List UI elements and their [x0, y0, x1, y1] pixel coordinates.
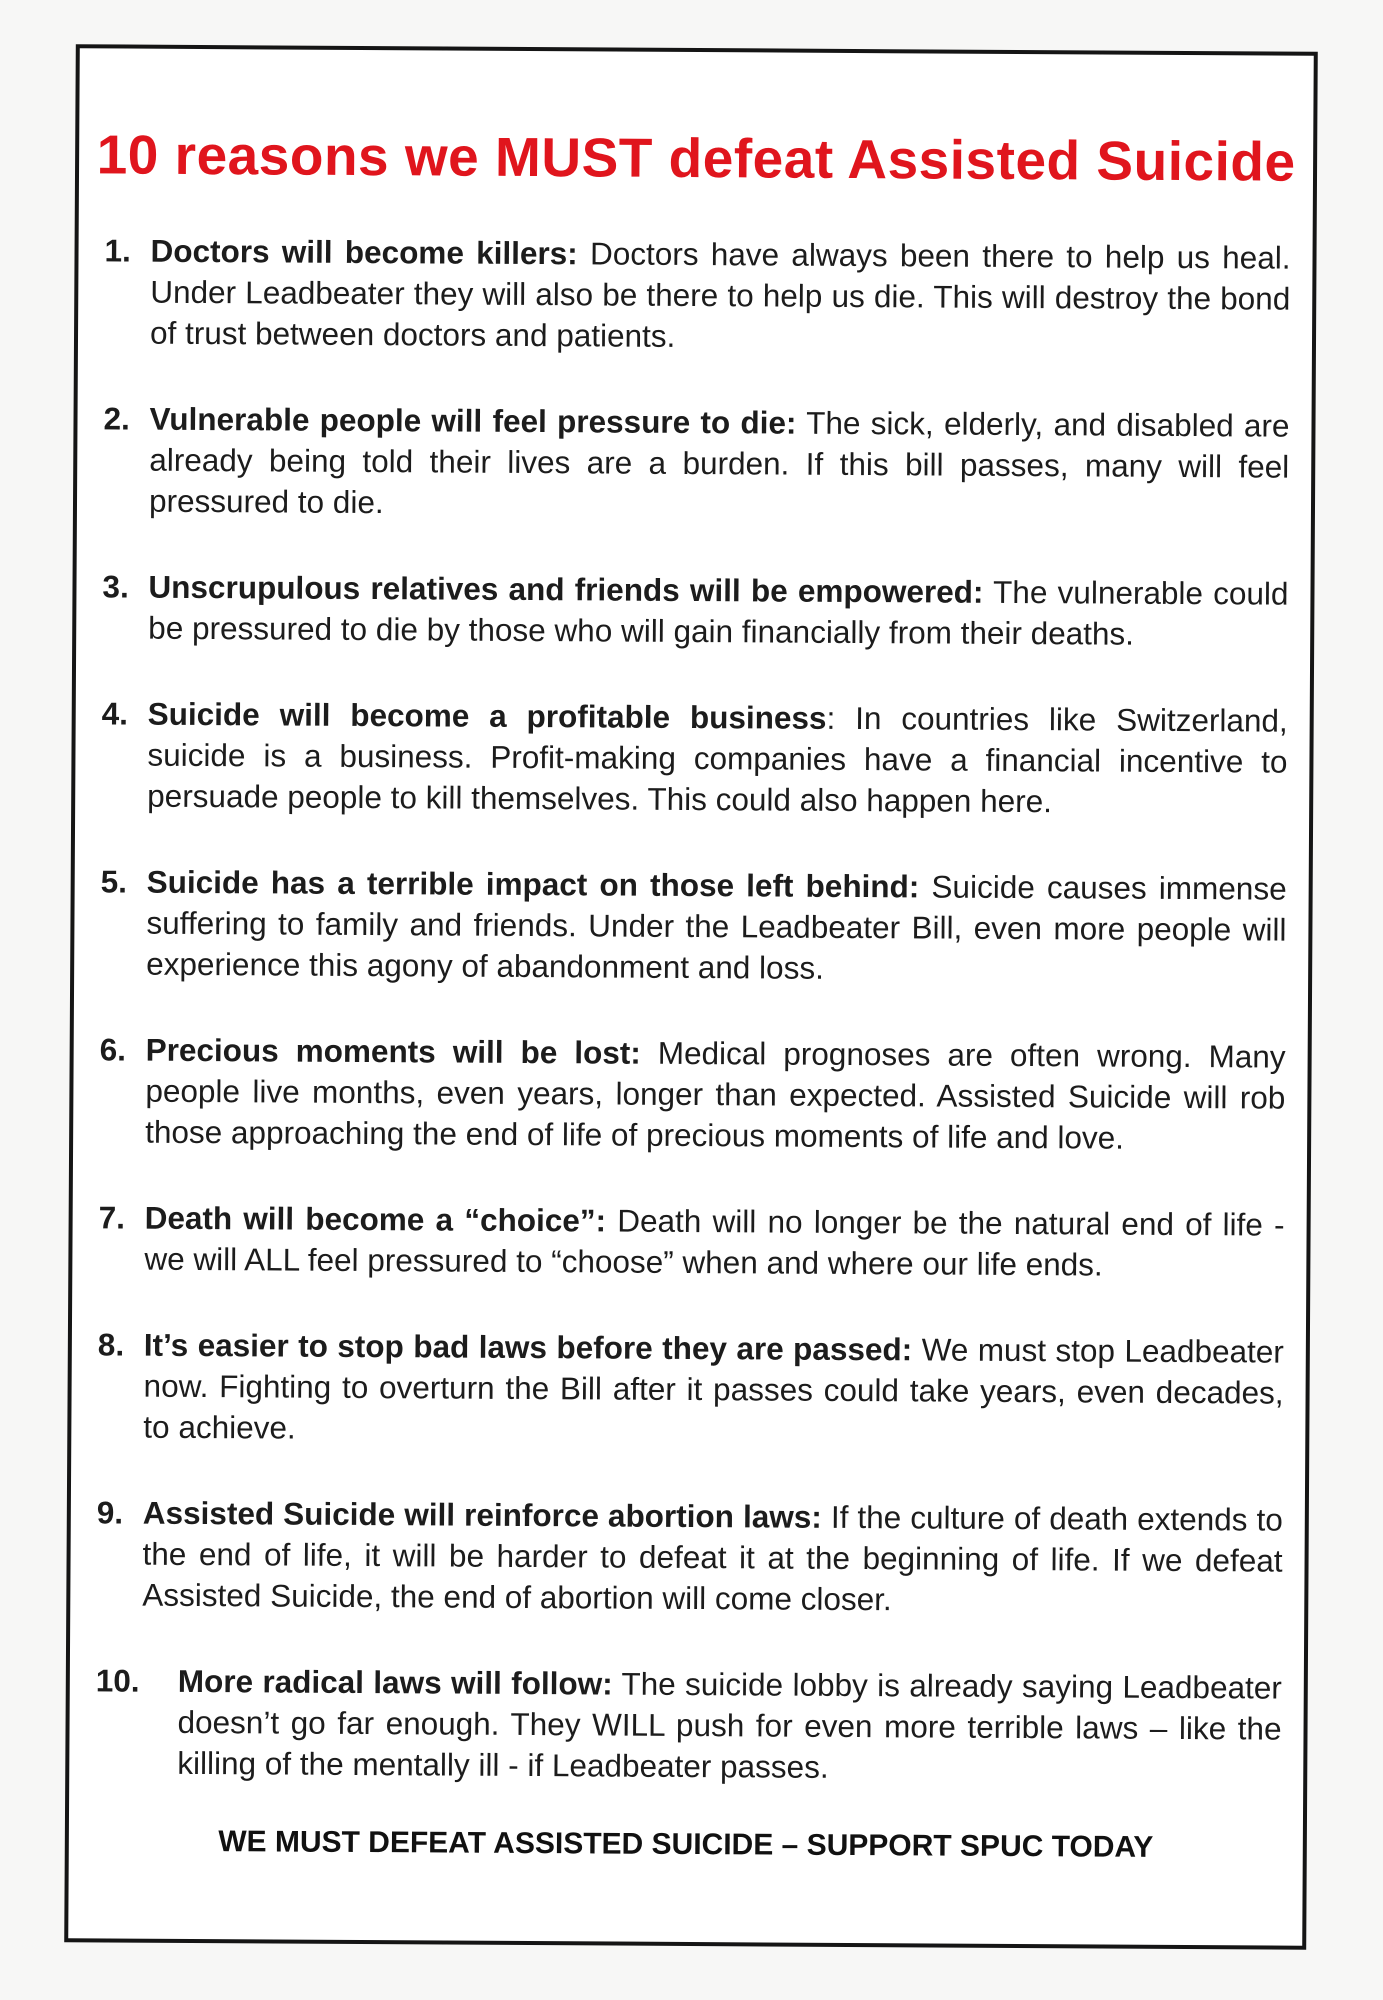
- item-body: Doctors have always been there to help us heal. Under Leadbeater they will also be there to help us die. This will destroy the bond of trust between doctors and patients.: [149, 235, 1291, 354]
- item-body: Death will no longer be the natural end of life - we will ALL feel pressured to “choose” when and where our life ends.: [144, 1202, 1285, 1283]
- item-body: The sick, elderly, and disabled are already being told their lives are a burden. If this bill passes, many will feel pressured to die.: [148, 404, 1290, 521]
- item-heading: Precious moments will be lost:: [145, 1031, 641, 1071]
- item-number: 8.: [97, 1326, 125, 1363]
- item-body: Suicide causes immense suffering to family and friends. Under the Leadbeater Bill, even more people will experience this agony of abandonment and loss.: [146, 868, 1287, 986]
- item-number: 6.: [99, 1031, 127, 1068]
- item-body: Medical prognoses are often wrong. Many people live months, even years, longer than expected. Assisted Suicide will rob those approaching the end of life of precious moments of life and love.: [145, 1034, 1286, 1156]
- item-heading: Vulnerable people will feel pressure to die:: [149, 400, 797, 441]
- item-heading: Assisted Suicide will reinforce abortion laws:: [142, 1494, 822, 1535]
- item-body: If the culture of death extends to the end of life, it will be harder to defeat it at the beginning of life. If we defeat Assisted Suicide, the end of abortion will come closer.: [142, 1498, 1283, 1618]
- item-number: 1.: [104, 232, 131, 269]
- item-heading: Death will become a “choice”:: [144, 1199, 607, 1239]
- list-item: [97, 1324, 1284, 1454]
- item-body: The vulnerable could be pressured to die by those who will gain financially from their deaths.: [148, 573, 1289, 652]
- item-number: 5.: [100, 863, 128, 900]
- item-number: 7.: [98, 1199, 126, 1236]
- list-item: [103, 398, 1290, 528]
- list-item: [104, 230, 1291, 360]
- item-heading: Suicide has a terrible impact on those left behind:: [146, 863, 920, 905]
- item-body: We must stop Leadbeater now. Fighting to overturn the Bill after it passes could take years, even decades, to achieve.: [143, 1331, 1284, 1446]
- list-item: [95, 1660, 1282, 1790]
- item-number: 9.: [96, 1494, 124, 1531]
- call-to-action: WE MUST DEFEAT ASSISTED SUICIDE – SUPPORT SPUC TODAY: [218, 1825, 1154, 1864]
- reasons-list: [95, 230, 1291, 1835]
- item-heading: Doctors will become killers:: [150, 232, 578, 272]
- list-item: [99, 1029, 1286, 1159]
- list-item: [101, 693, 1288, 823]
- item-body: : In countries like Switzerland, suicide is a business. Profit-making companies have a financial incentive to persuade people to kill themselves. This could also happen here.: [147, 699, 1288, 820]
- item-number: 10.: [95, 1662, 140, 1699]
- item-heading: Unscrupulous relatives and friends will be empowered:: [148, 568, 984, 610]
- list-item: [100, 861, 1287, 991]
- list-item: [102, 566, 1288, 655]
- item-heading: Suicide will become a profitable business: [147, 695, 827, 736]
- leaflet-page: [64, 44, 1318, 1950]
- item-number: 3.: [102, 568, 129, 605]
- item-heading: More radical laws will follow:: [177, 1662, 613, 1702]
- list-item: [98, 1197, 1284, 1286]
- list-item: [96, 1492, 1283, 1622]
- item-number: 2.: [103, 400, 130, 437]
- item-body: The suicide lobby is already saying Leadbeater doesn’t go far enough. They WILL push for even more terrible laws – like the killing of the mentally ill - if Leadbeater passes.: [177, 1665, 1282, 1785]
- page-title: 10 reasons we MUST defeat Assisted Suicide: [96, 123, 1296, 193]
- item-number: 4.: [101, 695, 129, 732]
- item-heading: It’s easier to stop bad laws before they are passed:: [143, 1326, 913, 1368]
